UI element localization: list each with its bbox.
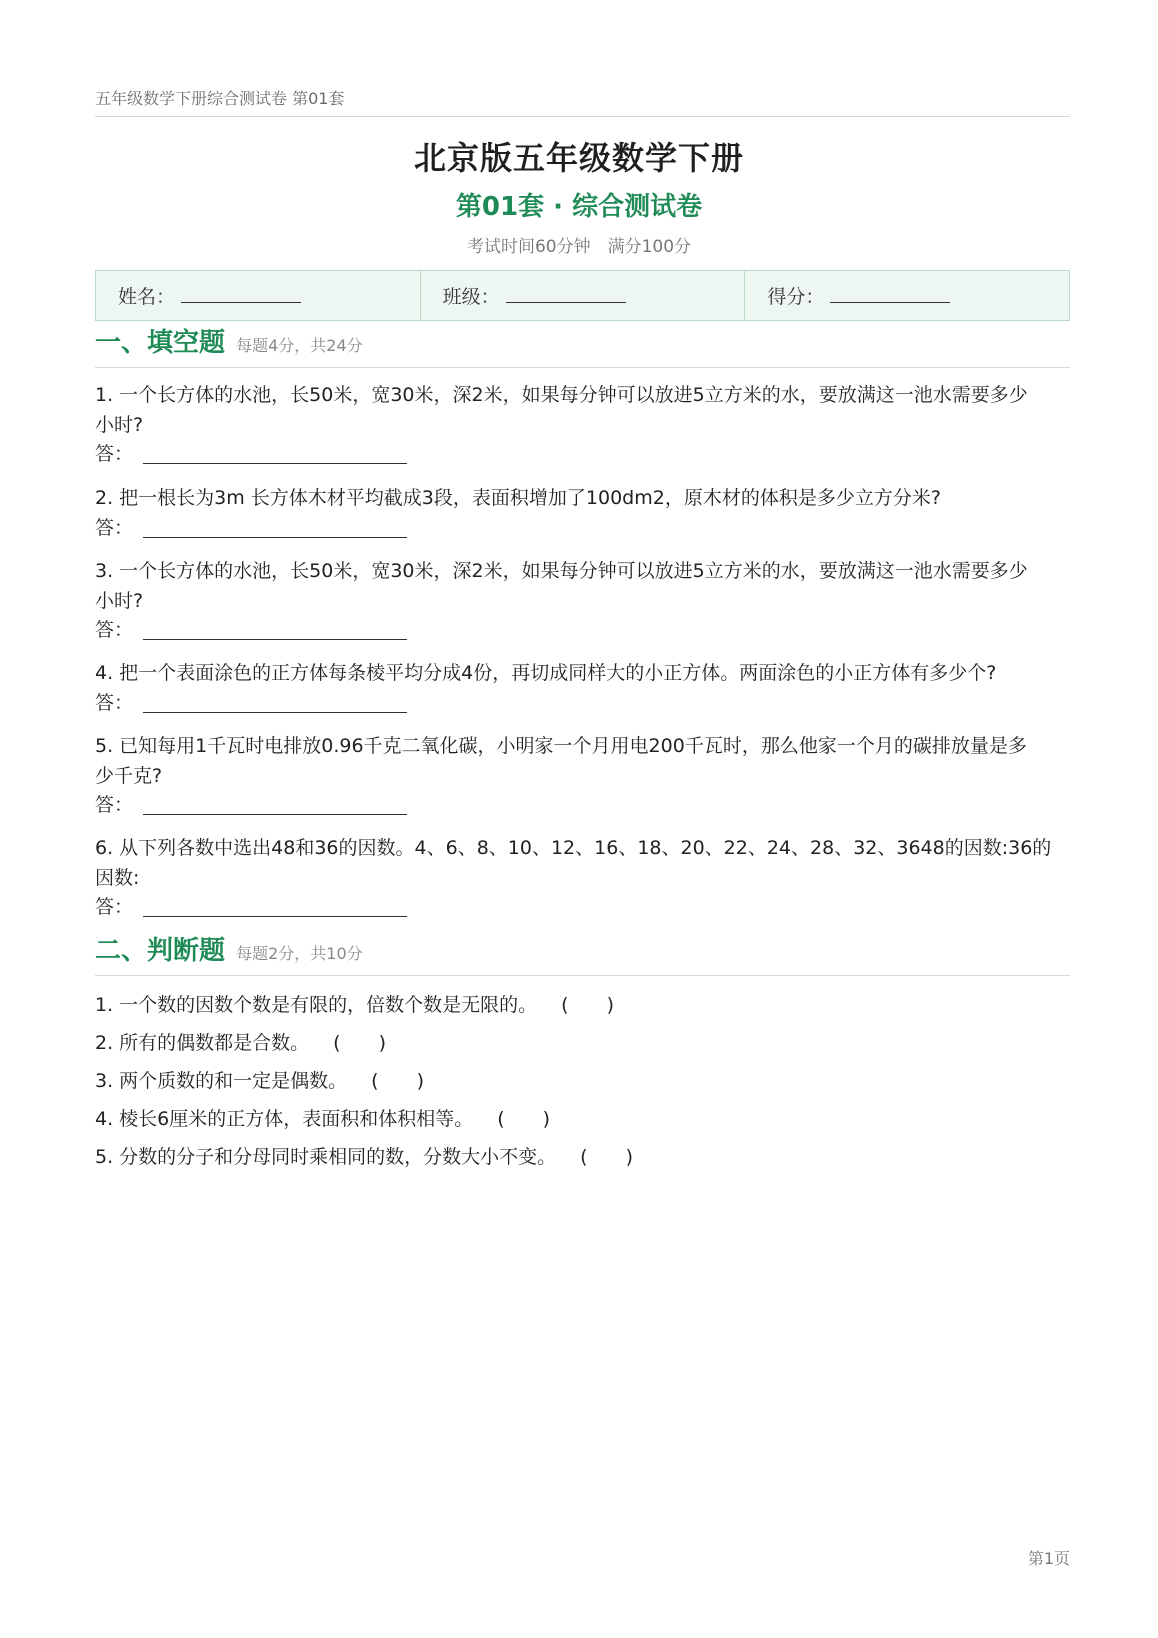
question-text-cont: 小时?: [95, 590, 144, 612]
student-info-table: [95, 270, 1070, 321]
question-text: 5. 已知每用1千瓦时电排放0.96千克二氧化碳，小明家一个月用电200千瓦时，那么他家一个月的碳排放量是多: [95, 735, 1027, 757]
answer-parentheses[interactable]: ( ): [580, 1146, 633, 1168]
page-number: 第1页: [1027, 1549, 1070, 1568]
class-label: 班级：: [442, 286, 500, 308]
question-4: [95, 658, 1070, 688]
question-text-cont: 小时?: [95, 414, 144, 436]
question-text: 1. 一个长方体的水池，长50米，宽30米，深2米，如果每分钟可以放进5立方米的水，要放满这一池水需要多少: [95, 384, 1028, 406]
answer-blank[interactable]: [143, 916, 407, 917]
section-note: 每题4分，共24分: [236, 336, 363, 355]
section-title: 二、判断题: [95, 936, 226, 966]
answer-parentheses[interactable]: ( ): [497, 1108, 551, 1130]
question-text: 2. 把一根长为3m 长方体木材平均截成3段，表面积增加了100dm2，原木材的体积是多少立方分米?: [95, 487, 941, 509]
answer-blank[interactable]: [143, 712, 407, 713]
question-1: [95, 380, 1070, 440]
score-field: [744, 271, 1069, 320]
running-header: 五年级数学下册综合测试卷 第01套: [95, 89, 345, 108]
question-text: 4. 棱长6厘米的正方体，表面积和体积相等。: [95, 1108, 474, 1130]
answer-blank[interactable]: [143, 814, 407, 815]
question-text: 6. 从下列各数中选出48和36的因数。4、6、8、10、12、16、18、20、22、24、28、32、3648的因数:36的: [95, 837, 1052, 859]
section-note: 每题2分，共10分: [236, 944, 363, 963]
answer-label: 答：: [95, 517, 134, 539]
question-text: 2. 所有的偶数都是合数。: [95, 1032, 310, 1054]
judgement-2: [95, 1028, 1070, 1058]
answer-2: [95, 515, 407, 541]
class-field: [420, 271, 745, 320]
answer-blank[interactable]: [143, 463, 407, 464]
name-field: [96, 271, 420, 320]
answer-label: 答：: [95, 619, 134, 641]
page-title: 北京版五年级数学下册: [413, 139, 744, 177]
judgement-5: [95, 1142, 1070, 1172]
header-divider: [95, 116, 1070, 117]
answer-blank[interactable]: [143, 537, 407, 538]
question-text: 3. 两个质数的和一定是偶数。: [95, 1070, 348, 1092]
section-true-false-header: [95, 930, 1070, 976]
question-text: 1. 一个数的因数个数是有限的，倍数个数是无限的。: [95, 994, 538, 1016]
question-text-cont: 少千克?: [95, 765, 163, 787]
question-text: 5. 分数的分子和分母同时乘相同的数，分数大小不变。: [95, 1146, 557, 1168]
answer-parentheses[interactable]: ( ): [333, 1032, 386, 1054]
judgement-3: [95, 1066, 1070, 1096]
question-text: 3. 一个长方体的水池，长50米，宽30米，深2米，如果每分钟可以放进5立方米的水，要放满这一池水需要多少: [95, 560, 1028, 582]
answer-label: 答：: [95, 794, 134, 816]
answer-4: [95, 690, 407, 716]
section-fill-blank-header: [95, 322, 1070, 368]
question-5: [95, 731, 1070, 791]
answer-6: [95, 894, 407, 920]
judgement-4: [95, 1104, 1070, 1134]
question-2: [95, 483, 1070, 513]
answer-parentheses[interactable]: ( ): [371, 1070, 424, 1092]
name-label: 姓名：: [118, 286, 176, 308]
answer-label: 答：: [95, 692, 134, 714]
answer-5: [95, 792, 407, 818]
answer-parentheses[interactable]: ( ): [561, 994, 614, 1016]
question-3: [95, 556, 1070, 616]
page-subtitle: 第01套 · 综合测试卷: [455, 192, 703, 222]
answer-blank[interactable]: [143, 639, 407, 640]
class-blank[interactable]: [506, 302, 626, 303]
exam-info: 考试时间60分钟 满分100分: [466, 237, 692, 257]
answer-label: 答：: [95, 896, 134, 918]
question-6: [95, 833, 1070, 893]
judgement-1: [95, 990, 1070, 1020]
name-blank[interactable]: [181, 302, 301, 303]
question-text-cont: 因数:: [95, 867, 140, 889]
score-blank[interactable]: [830, 302, 950, 303]
answer-1: [95, 441, 407, 467]
score-label: 得分：: [767, 286, 825, 308]
question-text: 4. 把一个表面涂色的正方体每条棱平均分成4份，再切成同样大的小正方体。两面涂色的小正方体有多少个?: [95, 662, 997, 684]
section-title: 一、填空题: [95, 328, 226, 358]
answer-3: [95, 617, 407, 643]
answer-label: 答：: [95, 443, 134, 465]
